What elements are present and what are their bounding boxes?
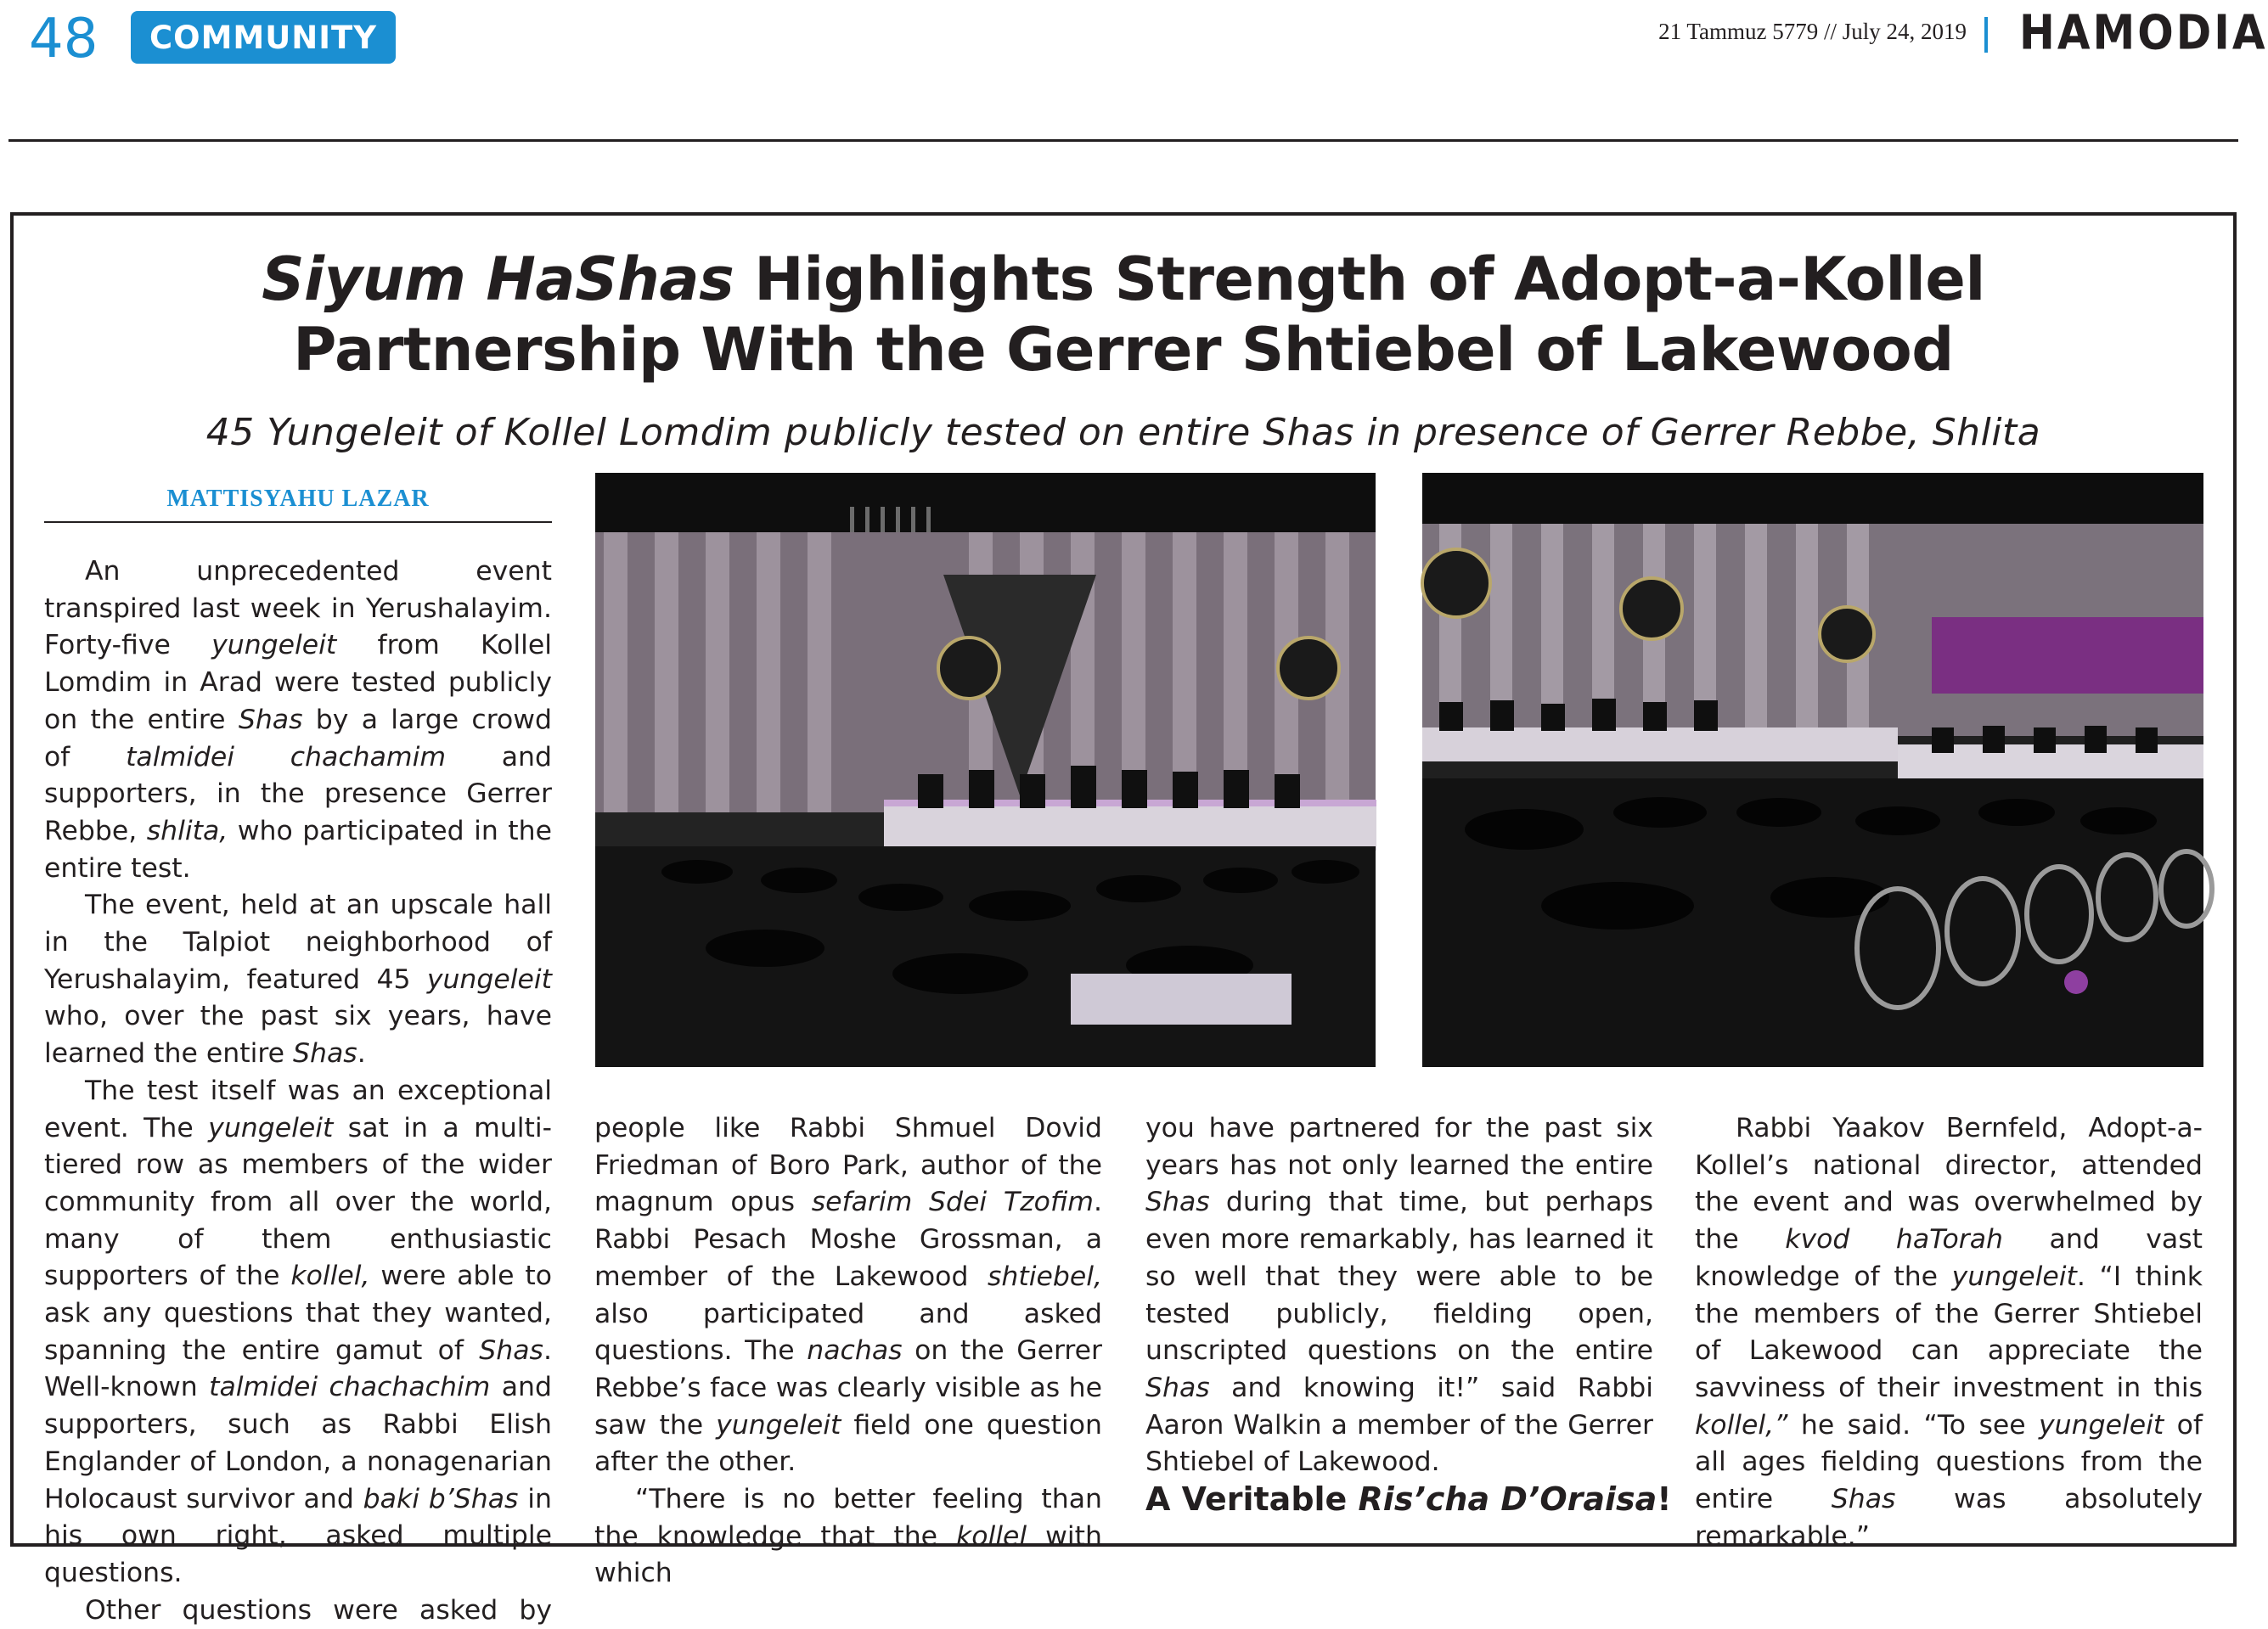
paragraph: “There is no better feeling than the knowledge that the kollel with which: [594, 1484, 1102, 1589]
headline-line1-rest: Highlights Strength of Adopt-a-Kollel: [734, 244, 1985, 314]
byline: MATTISYAHU LAZAR: [166, 486, 430, 512]
paragraph: people like Rabbi Shmuel Dovid Friedman of Boro Park, author of the magnum opus sefarim Sdei Tzofim. Rabbi Pesach Moshe Grossman, a member of the Lakewood shtiebel, also participated and asked questions. The nachas on the Gerrer Rebbe’s face was clearly visible as he saw the yungeleit field one question after the other.: [594, 1113, 1102, 1478]
event-photo-right: [1422, 473, 2203, 1067]
header-rule: [8, 139, 2238, 142]
paragraph: you have partnered for the past six years has not only learned the entire Shas during that time, but perhaps even more remarkably, has learned it so well that they were able to be tested publicly, fielding open, unscripted questions on the entire Shas and knowing it!” said Rabbi Aaron Walkin a member of the Gerrer Shtiebel of Lakewood.: [1145, 1113, 1653, 1478]
masthead-logo: HAMODIA: [2019, 5, 2268, 60]
headline-italic: Siyum HaShas: [262, 244, 734, 314]
article-column-2: [594, 1110, 1102, 1592]
article-column-3: [1145, 1110, 1653, 1481]
article-column-4: [1695, 1110, 2203, 1555]
article-headline: [0, 244, 2247, 385]
section-label: COMMUNITY: [131, 11, 396, 64]
paragraph: Rabbi Yaakov Bernfeld, Adopt-a-Kollel’s national director, attended the event and was overwhelmed by the kvod haTorah and vast knowledge of the yungeleit. “I think the members of the Gerrer Shtiebel of Lakewood can appreciate the savviness of their investment in this kollel,” he said. “To see yungeleit of all ages fielding questions from the entire Shas was absolutely remarkable.”: [1695, 1113, 2203, 1552]
header-separator: [1984, 17, 1988, 53]
page-number: 48: [29, 8, 98, 70]
paragraph: The test itself was an exceptional event. The yungeleit sat in a multi-tiered row as members of the wider community from all over the world, many of them enthusiastic supporters of the kollel, were able to ask any questions that they wanted, spanning the entire gamut of Shas. Well-known talmidei chachachim and supporters, such as Rabbi Elish Englander of London, a nonagenarian Holocaust survivor and baki b’Shas in his own right, asked multiple questions.: [44, 1075, 553, 1588]
headline-line2: Partnership With the Gerrer Shtiebel of Lakewood: [293, 315, 1954, 385]
paragraph: Other questions were asked by: [85, 1594, 552, 1626]
paragraph: An unprecedented event transpired last week in Yerushalayim. Forty-five yungeleit from Kollel Lomdim in Arad were tested publicly on the entire Shas by a large crowd of talmidei chachamim and supporters, in the presence Gerrer Rebbe, shlita, who participated in the entire test.: [44, 556, 552, 884]
article-subtitle: A Veritable Ris’cha D’Oraisa!: [1145, 1480, 1672, 1518]
paragraph: The event, held at an upscale hall in the Talpiot neighborhood of Yerushalayim, featured 45 yungeleit who, over the past six years, have learned the entire Shas.: [44, 890, 552, 1070]
byline-rule: [44, 521, 552, 523]
article-subhead: 45 Yungeleit of Kollel Lomdim publicly tested on entire Shas in presence of Gerrer Rebbe, Shlita: [205, 411, 2041, 454]
issue-date: 21 Tammuz 5779 // July 24, 2019: [1658, 19, 1967, 44]
article-column-1: [44, 553, 552, 1629]
event-photo-left: [595, 473, 1376, 1067]
